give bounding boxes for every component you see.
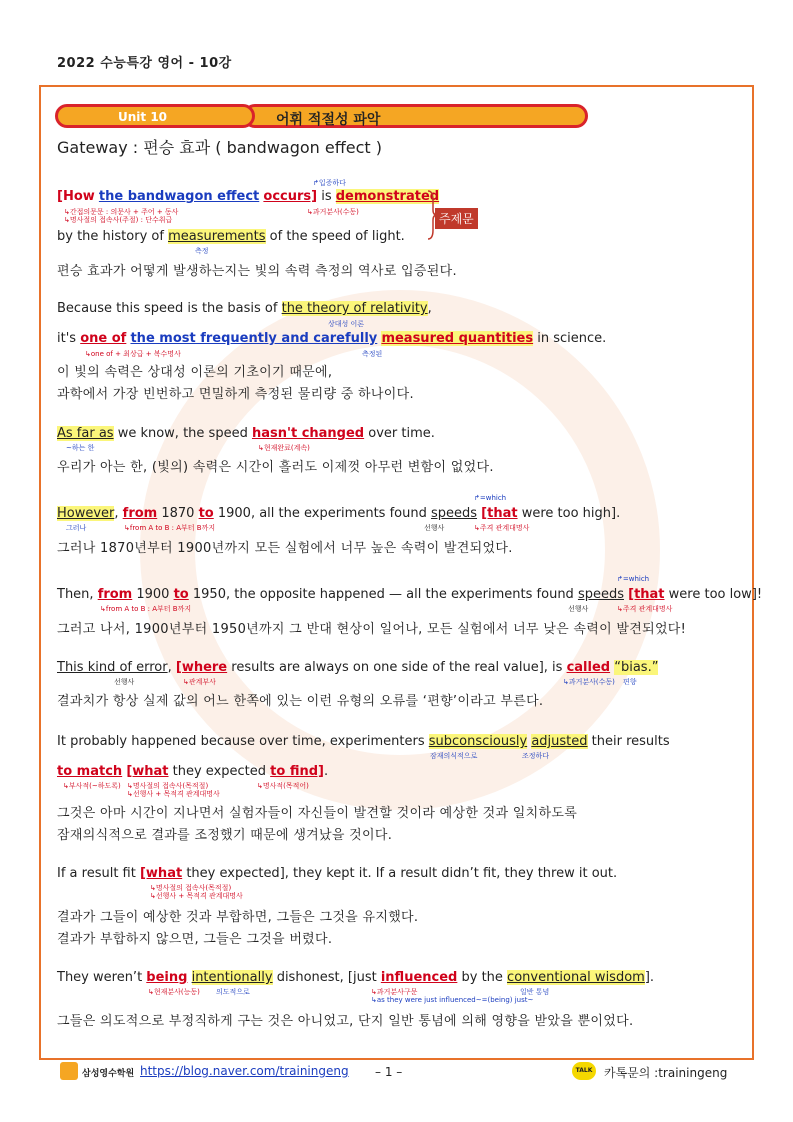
note-which-1: ↱=which <box>474 494 507 502</box>
note-antecedent-3: 선행사 <box>114 678 135 686</box>
word-subconsciously: subconsciously <box>428 734 528 749</box>
note-adjusted: 조정하다 <box>522 752 550 760</box>
kakao-contact: 카톡문의 :trainingeng <box>604 1066 728 1080</box>
main-sentence-tag: 주제문 <box>435 208 478 229</box>
word-speeds-1: speeds <box>430 506 478 521</box>
unit-topic: 어휘 적절성 파악 <box>276 112 381 128</box>
word-bias: “bias.” <box>614 660 659 675</box>
word-measurements: measurements <box>168 229 266 244</box>
sentence-9-translation: 그들은 의도적으로 부정직하게 구는 것은 아니었고, 단지 일반 통념에 의해 영향을 받았을 뿐이었다. <box>57 1014 634 1029</box>
word-from-1: from <box>122 506 158 521</box>
word-to-2: to <box>173 587 189 602</box>
sentence-2-line-2: it's one of the most frequently and carefully measured quantities in science. <box>57 331 607 346</box>
note-relative-adverb: ↳관계부사 <box>183 678 216 686</box>
word-hasnt-changed: hasn't changed <box>251 426 365 441</box>
kakao-talk-icon: TALK <box>572 1062 596 1080</box>
word-is: is <box>317 189 336 204</box>
note-intentionally: 의도적으로 <box>216 988 250 996</box>
note-noun-use: ↳명사적(목적어) <box>257 782 309 790</box>
note-as-they-were: ↳as they were just influenced~=(being) just~ <box>371 996 534 1004</box>
note-present-perfect: ↳현재완료(계속) <box>258 444 310 452</box>
school-name: 삼성영수학원 <box>82 1069 135 1079</box>
word-most-frequently: the most frequently and carefully <box>130 331 378 346</box>
sentence-6-line: This kind of error, [where results are always on one side of the real value], is called “bias.” <box>57 660 659 675</box>
sentence-6-translation: 결과치가 항상 실제 값의 어느 한쪽에 있는 이런 유형의 오류를 ‘편향’이라고 부른다. <box>57 694 544 709</box>
note-from-to-2: ↳from A to B : A부터 B까지 <box>100 605 192 613</box>
word-that-1: [that <box>481 506 518 521</box>
note-relative-4: ↳선행사 + 목적격 관계대명사 <box>150 892 243 900</box>
word-occurs: occurs] <box>263 189 318 204</box>
word-what-1: [what <box>126 764 169 779</box>
note-noun-clause-3: ↳명사절의 접속사(목적절) <box>150 884 232 892</box>
page-number: – 1 – <box>375 1065 403 1079</box>
word-demonstrated: demonstrated <box>335 189 440 204</box>
note-which-2: ↱=which <box>617 575 650 583</box>
word-from-2: from <box>97 587 133 602</box>
gateway-title: Gateway : 편승 효과 ( bandwagon effect ) <box>57 138 382 157</box>
word-kind-of-error: This kind of error <box>57 660 168 675</box>
sentence-1-line-1 <box>57 189 439 204</box>
sentence-7-line-1: It probably happened because over time, experimenters subconsciously adjusted their results <box>57 734 670 749</box>
unit-label-pill <box>55 104 255 128</box>
note-relative-2: ↳주격 관계대명사 <box>617 605 673 613</box>
word-to-1: to <box>198 506 214 521</box>
word-to-match: to match <box>57 764 123 779</box>
note-present-participle: ↳현재분사(능동) <box>148 988 200 996</box>
word-conventional-wisdom: conventional wisdom <box>507 970 645 985</box>
note-measure: 측정 <box>195 247 209 255</box>
sentence-3-translation: 우리가 아는 한, (빛의) 속력은 시간이 흘러도 이제껏 아무런 변함이 없었다. <box>57 460 494 475</box>
sentence-7-translation-2: 잠재의식적으로 결과를 조정했기 때문에 생겨났을 것이다. <box>57 828 393 843</box>
unit-banner <box>55 104 585 128</box>
sentence-5-line: Then, from 1900 to 1950, the opposite happened — all the experiments found speeds [that were too low]! <box>57 587 763 602</box>
word-to-find: to find] <box>270 764 324 779</box>
word-adjusted: adjusted <box>531 734 588 749</box>
word-bandwagon-effect: the bandwagon effect <box>98 189 260 204</box>
word-theory-of-relativity: the theory of relativity <box>281 301 428 316</box>
sentence-3-line: As far as we know, the speed hasn't changed over time. <box>57 426 435 441</box>
word-that-2: [that <box>628 587 665 602</box>
note-participle-construction: ↳과거분사구문 <box>371 988 418 996</box>
document-header: 2022 수능특강 영어 - 10강 <box>57 56 232 71</box>
word-what-2: [what <box>139 866 183 881</box>
sentence-8-translation-2: 결과가 부합하지 않으면, 그들은 그것을 버렸다. <box>57 932 333 947</box>
sentence-9-line: They weren’t being intentionally dishonest, [just influenced by the conventional wisdom]. <box>57 970 655 985</box>
unit-label: Unit 10 <box>118 110 168 124</box>
sentence-8-translation-1: 결과가 그들이 예상한 것과 부합하면, 그들은 그것을 유지했다. <box>57 910 419 925</box>
unit-topic-pill <box>243 104 588 128</box>
sentence-2-translation-1: 이 빛의 속력은 상대성 이론의 기초이기 때문에, <box>57 365 333 380</box>
sentence-7-line-2: to match [what they expected to find]. <box>57 764 329 779</box>
note-antecedent-1: 선행사 <box>424 524 445 532</box>
sentence-1-line-2: by the history of measurements of the speed of light. <box>57 229 405 244</box>
word-influenced: influenced <box>380 970 458 985</box>
note-conventional-wisdom: 일반 통념 <box>520 988 550 996</box>
sentence-2-line-1: Because this speed is the basis of the theory of relativity, <box>57 301 432 316</box>
word-as-far-as: As far as <box>57 426 114 441</box>
word-however: However <box>57 506 115 521</box>
sentence-2-translation-2: 과학에서 가장 빈번하고 면밀하게 측정된 물리량 중 하나이다. <box>57 387 414 402</box>
note-indirect: ↳간접의문문 : 의문사 + 주어 + 동사 <box>64 208 179 216</box>
note-prove: ↱입증하다 <box>313 179 346 187</box>
note-however: 그러나 <box>66 524 87 532</box>
school-logo-icon <box>60 1062 78 1080</box>
word-being: being <box>146 970 188 985</box>
note-relative-1: ↳주격 관계대명사 <box>474 524 530 532</box>
note-antecedent-2: 선행사 <box>568 605 589 613</box>
note-one-of: ↳one of + 최상급 + 복수명사 <box>85 350 181 358</box>
note-as-far-as: ~하는 한 <box>66 444 95 452</box>
blog-link[interactable]: https://blog.naver.com/trainingeng <box>140 1064 349 1078</box>
sentence-4-line: However, from 1870 to 1900, all the experiments found speeds [that were too high]. <box>57 506 621 521</box>
note-past-participle: ↳과거분사(수동) <box>307 208 359 216</box>
note-measured: 측정된 <box>362 350 383 358</box>
note-relative-3: ↳선행사 + 목적격 관계대명사 <box>127 790 220 798</box>
note-noun-clause-2: ↳명사절의 접속사(목적절) <box>127 782 209 790</box>
note-subconsciously: 잠재의식적으로 <box>430 752 478 760</box>
sentence-1-translation: 편승 효과가 어떻게 발생하는지는 빛의 속력 측정의 역사로 입증된다. <box>57 264 457 279</box>
word-intentionally: intentionally <box>191 970 273 985</box>
word-called: called <box>566 660 611 675</box>
note-past-participle-2: ↳과거분사(수동) <box>563 678 615 686</box>
note-from-to-1: ↳from A to B : A부터 B까지 <box>124 524 216 532</box>
note-noun-clause: ↳명사절의 접속사(주절) : 단수취급 <box>64 216 173 224</box>
word-how: [How <box>57 189 95 204</box>
word-speeds-2: speeds <box>577 587 624 602</box>
note-adverbial: ↳부사적(~하도록) <box>63 782 121 790</box>
note-theory: 상대성 이론 <box>328 320 365 328</box>
sentence-8-line: If a result fit [what they expected], they kept it. If a result didn’t fit, they threw it out. <box>57 866 618 881</box>
note-bias: 편향 <box>623 678 637 686</box>
sentence-7-translation-1: 그것은 아마 시간이 지나면서 실험자들이 자신들이 발견할 것이라 예상한 것과 일치하도록 <box>57 806 578 821</box>
word-measured-quantities: measured quantities <box>381 331 534 346</box>
word-one-of: one of <box>80 331 127 346</box>
sentence-5-translation: 그러고 나서, 1900년부터 1950년까지 그 반대 현상이 일어나, 모든 실험에서 너무 낮은 속력이 발견되었다! <box>57 622 687 637</box>
word-where: [where <box>175 660 228 675</box>
sentence-4-translation: 그러나 1870년부터 1900년까지 모든 실험에서 너무 높은 속력이 발견되었다. <box>57 541 513 556</box>
